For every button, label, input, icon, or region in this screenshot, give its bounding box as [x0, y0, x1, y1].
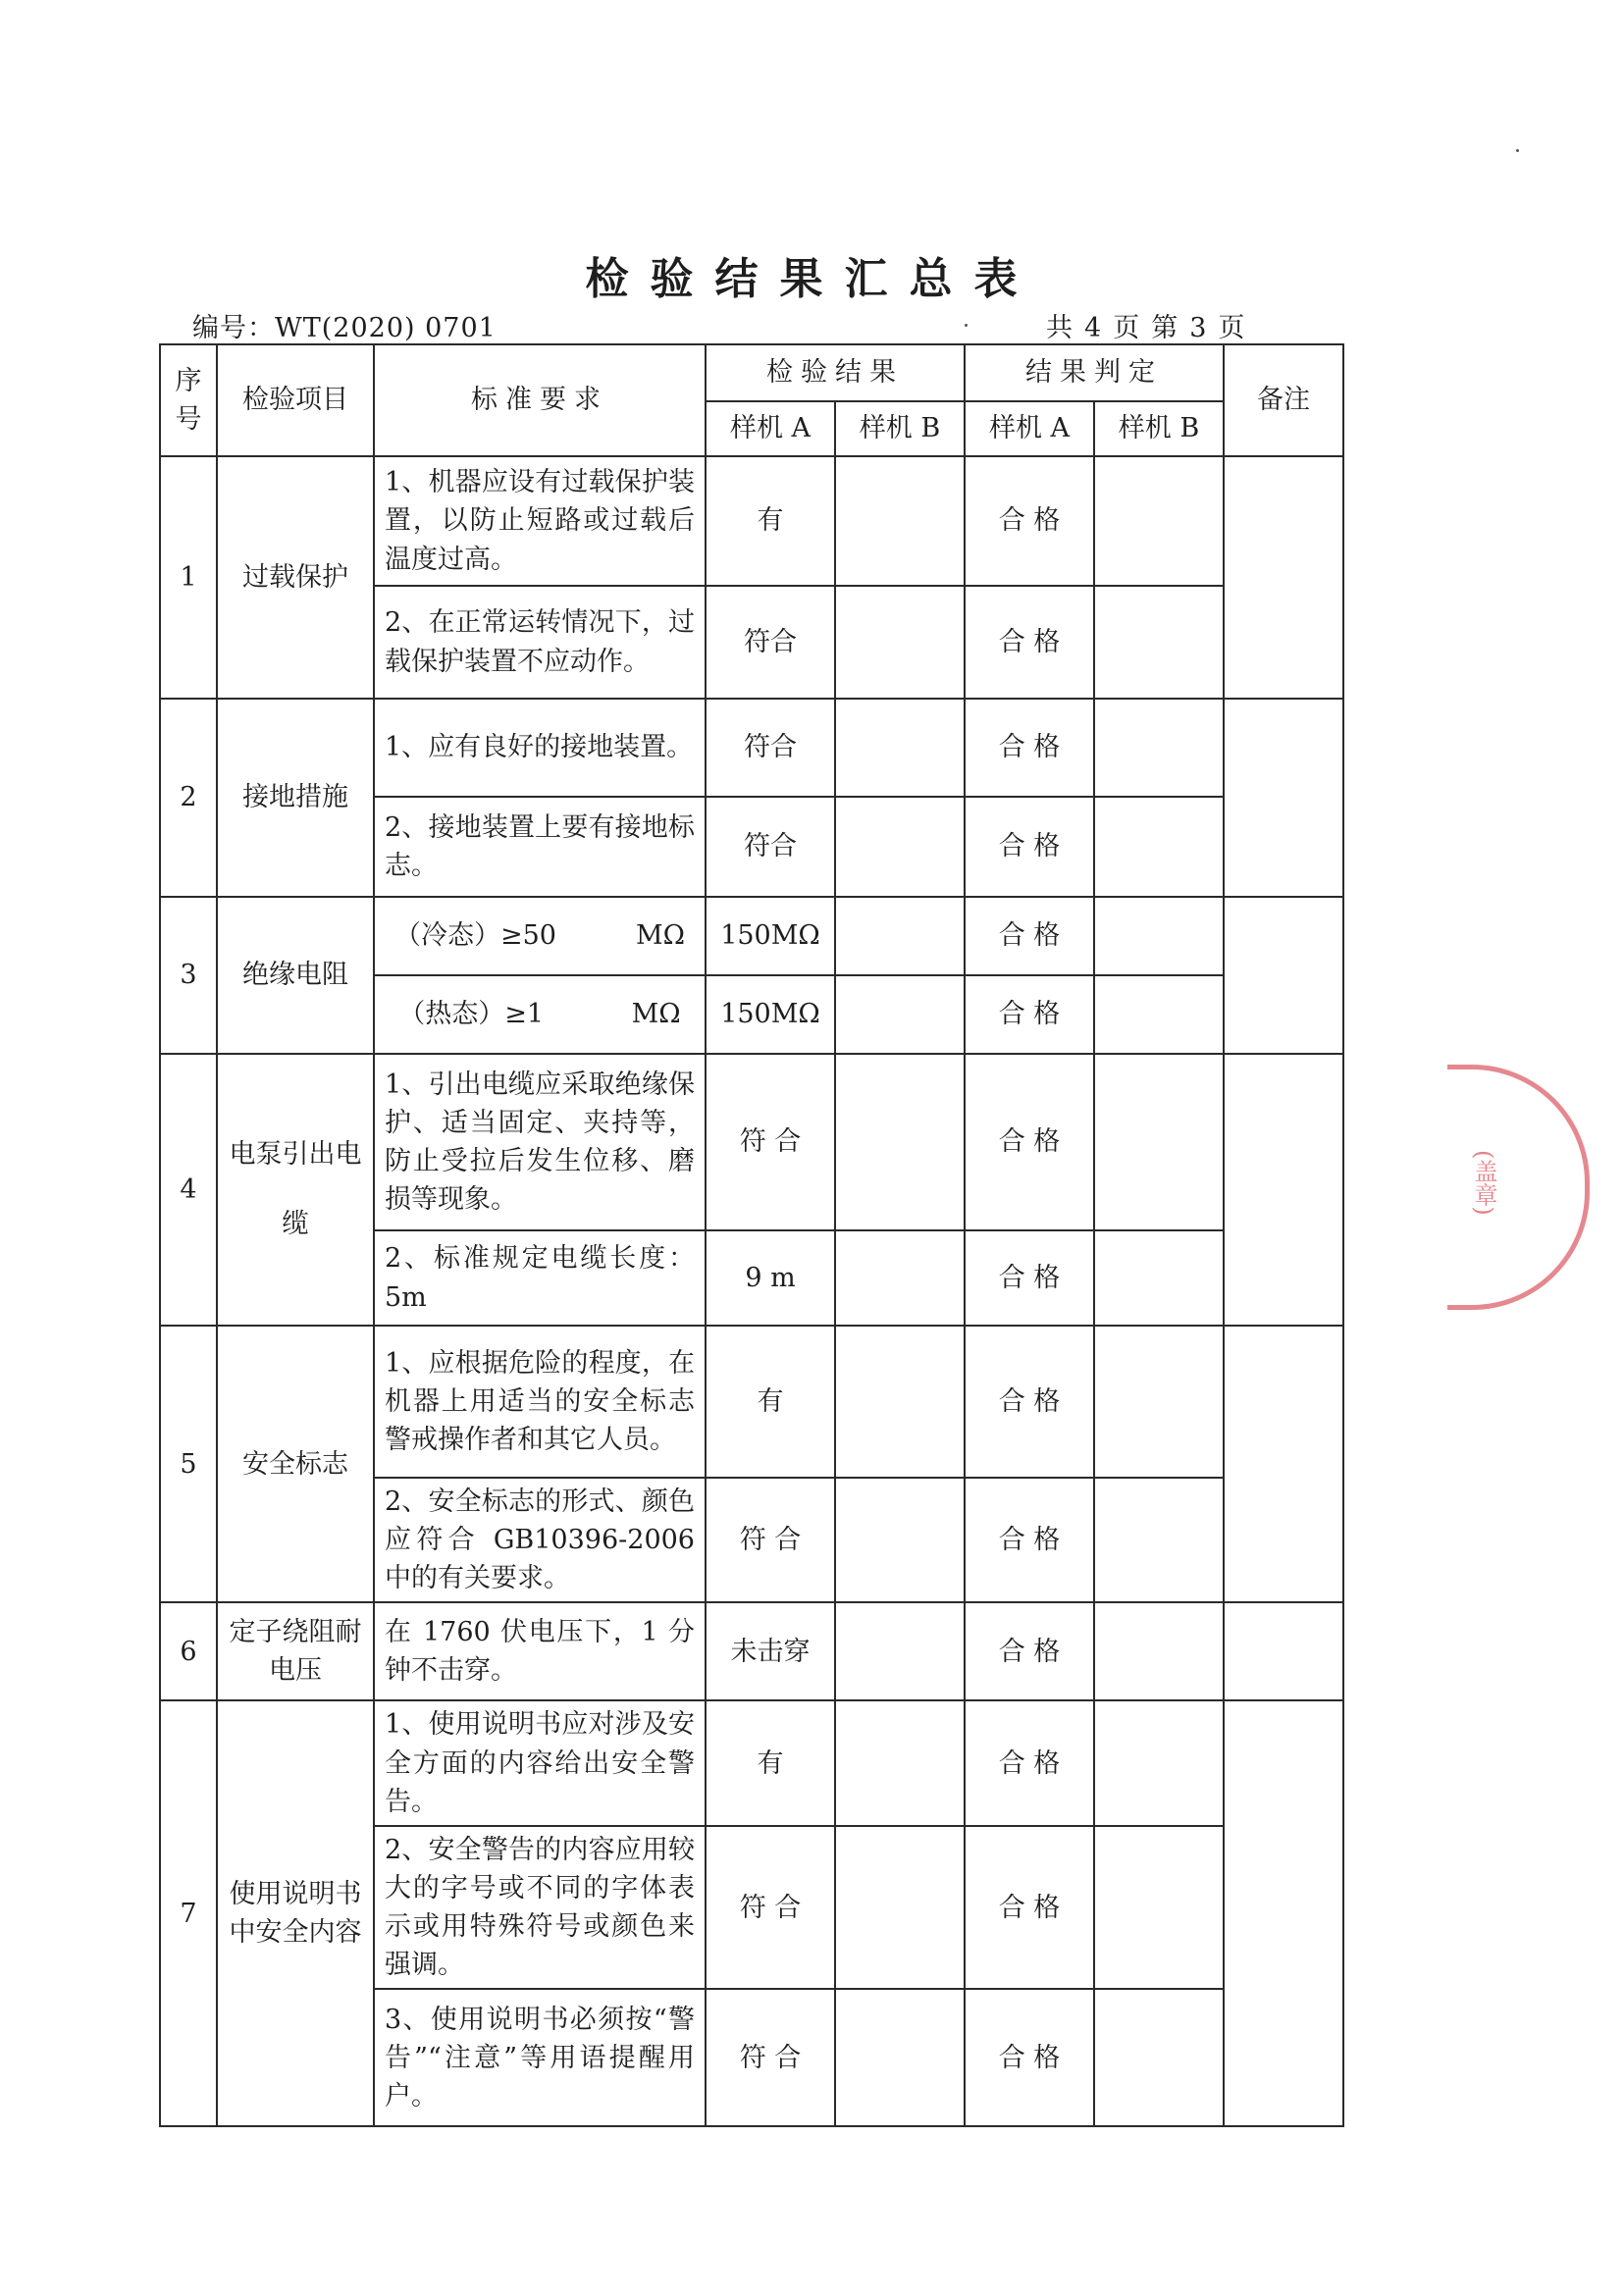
row-item: 绝缘电阻 — [217, 897, 374, 1054]
row-result-b — [835, 586, 965, 699]
row-seq: 6 — [160, 1602, 217, 1700]
row-judge-b — [1094, 1478, 1224, 1602]
header-result: 检验结果 — [706, 344, 965, 401]
row-judge-a: 合 格 — [965, 586, 1094, 699]
page-total-prefix: 共 — [1046, 313, 1073, 343]
row-requirement: 2、接地装置上要有接地标志。 — [374, 797, 706, 897]
row-seq: 4 — [160, 1054, 217, 1326]
row-judge-a: 合 格 — [965, 897, 1094, 975]
scan-speck — [965, 324, 968, 327]
row-requirement: 在 1760 伏电压下，1 分钟不击穿。 — [374, 1602, 706, 1700]
row-requirement: 1、引出电缆应采取绝缘保护、适当固定、夹持等，防止受拉后发生位移、磨损等现象。 — [374, 1054, 706, 1230]
header-sample-a: 样机 A — [706, 401, 835, 456]
row-item: 接地措施 — [217, 699, 374, 897]
row-judge-a: 合 格 — [965, 1700, 1094, 1825]
row-remark — [1224, 1700, 1343, 2126]
row-seq: 7 — [160, 1700, 217, 2126]
row-requirement: 3、使用说明书必须按“警告”“注意”等用语提醒用户。 — [374, 1989, 706, 2126]
header-row — [160, 344, 1343, 401]
row-requirement: 2、安全警告的内容应用较大的字号或不同的字体表示或用特殊符号或颜色来强调。 — [374, 1826, 706, 1990]
row-result-a: 有 — [706, 1326, 835, 1478]
row-result-a: 符 合 — [706, 1054, 835, 1230]
row-judge-b — [1094, 1054, 1224, 1230]
row-requirement: （热态）≥1 MΩ — [374, 975, 706, 1054]
row-seq: 5 — [160, 1326, 217, 1602]
table-row — [160, 897, 1343, 975]
table-row — [160, 1700, 1343, 1825]
row-seq: 1 — [160, 456, 217, 699]
row-judge-a: 合 格 — [965, 1826, 1094, 1990]
row-result-a: 符 合 — [706, 1989, 835, 2126]
row-result-b — [835, 456, 965, 586]
page-total-suffix: 页 — [1113, 313, 1140, 343]
row-result-b — [835, 1602, 965, 1700]
row-result-a: 有 — [706, 456, 835, 586]
row-requirement: 2、安全标志的形式、颜色应符合 GB10396-2006中的有关要求。 — [374, 1478, 706, 1602]
row-judge-b — [1094, 975, 1224, 1054]
row-seq: 2 — [160, 699, 217, 897]
row-judge-a: 合 格 — [965, 797, 1094, 897]
header-judge-a: 样机 A — [965, 401, 1094, 456]
row-result-a: 150MΩ — [706, 897, 835, 975]
row-judge-a: 合 格 — [965, 1602, 1094, 1700]
row-judge-a: 合 格 — [965, 975, 1094, 1054]
row-judge-a: 合 格 — [965, 456, 1094, 586]
serial-number: 编号：WT(2020) 0701 — [192, 313, 497, 343]
row-result-b — [835, 699, 965, 797]
row-remark — [1224, 699, 1343, 897]
row-remark — [1224, 1326, 1343, 1602]
row-result-a: 符合 — [706, 797, 835, 897]
row-requirement: 1、应有良好的接地装置。 — [374, 699, 706, 797]
row-result-a: 符 合 — [706, 1478, 835, 1602]
page-current: 3 — [1189, 313, 1207, 343]
row-requirement: 1、应根据危险的程度，在机器上用适当的安全标志警戒操作者和其它人员。 — [374, 1326, 706, 1478]
row-item: 使用说明书中安全内容 — [217, 1700, 374, 2126]
row-remark — [1224, 1602, 1343, 1700]
row-result-b — [835, 1326, 965, 1478]
row-result-a: 符合 — [706, 699, 835, 797]
stamp-text: (盖章) — [1470, 1150, 1497, 1216]
row-result-b — [835, 1230, 965, 1326]
row-requirement: 2、标准规定电缆长度：5m — [374, 1230, 706, 1326]
row-result-a: 符合 — [706, 586, 835, 699]
row-result-b — [835, 1700, 965, 1825]
row-result-b — [835, 1989, 965, 2126]
page-current-suffix: 页 — [1218, 313, 1245, 343]
table-row — [160, 456, 1343, 586]
row-judge-b — [1094, 1326, 1224, 1478]
row-result-a: 150MΩ — [706, 975, 835, 1054]
row-judge-b — [1094, 1230, 1224, 1326]
row-judge-b — [1094, 797, 1224, 897]
row-item: 过载保护 — [217, 456, 374, 699]
page-indicator — [1040, 306, 1250, 344]
row-judge-b — [1094, 456, 1224, 586]
row-result-a: 9 m — [706, 1230, 835, 1326]
row-judge-b — [1094, 897, 1224, 975]
row-judge-a: 合 格 — [965, 1326, 1094, 1478]
table-row — [160, 1602, 1343, 1700]
row-item: 定子绕阻耐电压 — [217, 1602, 374, 1700]
table-row — [160, 1054, 1343, 1230]
row-result-b — [835, 1054, 965, 1230]
row-judge-a: 合 格 — [965, 1478, 1094, 1602]
header-judge-b: 样机 B — [1094, 401, 1224, 456]
row-result-a: 未击穿 — [706, 1602, 835, 1700]
row-requirement: （冷态）≥50 MΩ — [374, 897, 706, 975]
row-requirement: 1、机器应设有过载保护装置，以防止短路或过载后温度过高。 — [374, 456, 706, 586]
row-judge-a: 合 格 — [965, 1054, 1094, 1230]
row-judge-b — [1094, 1602, 1224, 1700]
row-result-b — [835, 1478, 965, 1602]
table-row — [160, 699, 1343, 797]
row-item: 安全标志 — [217, 1326, 374, 1602]
page-total: 4 — [1084, 313, 1102, 343]
scan-speck — [1516, 149, 1519, 152]
row-requirement: 2、在正常运转情况下，过载保护装置不应动作。 — [374, 586, 706, 699]
table-row — [160, 1326, 1343, 1478]
header-item: 检验项目 — [217, 344, 374, 456]
header-sample-b: 样机 B — [835, 401, 965, 456]
row-seq: 3 — [160, 897, 217, 1054]
row-result-a: 有 — [706, 1700, 835, 1825]
row-judge-b — [1094, 699, 1224, 797]
row-item: 电泵引出电缆 — [217, 1054, 374, 1326]
row-judge-a: 合 格 — [965, 699, 1094, 797]
row-result-a: 符 合 — [706, 1826, 835, 1990]
row-remark — [1224, 1054, 1343, 1326]
header-judgement: 结果判定 — [965, 344, 1224, 401]
row-judge-b — [1094, 1826, 1224, 1990]
row-judge-b — [1094, 1989, 1224, 2126]
header-remark: 备注 — [1224, 344, 1343, 456]
row-judge-a: 合 格 — [965, 1989, 1094, 2126]
row-result-b — [835, 1826, 965, 1990]
row-judge-b — [1094, 1700, 1224, 1825]
row-judge-b — [1094, 586, 1224, 699]
results-table — [159, 343, 1344, 2127]
row-result-b — [835, 797, 965, 897]
row-result-b — [835, 975, 965, 1054]
row-judge-a: 合 格 — [965, 1230, 1094, 1326]
header-seq: 序号 — [160, 344, 217, 456]
row-result-b — [835, 897, 965, 975]
row-remark — [1224, 897, 1343, 1054]
row-requirement: 1、使用说明书应对涉及安全方面的内容给出安全警告。 — [374, 1700, 706, 1825]
header-standard: 标准要求 — [374, 344, 706, 456]
document-title: 检验结果汇总表 — [585, 254, 1039, 304]
row-remark — [1224, 456, 1343, 699]
page-current-prefix: 第 — [1151, 313, 1179, 343]
